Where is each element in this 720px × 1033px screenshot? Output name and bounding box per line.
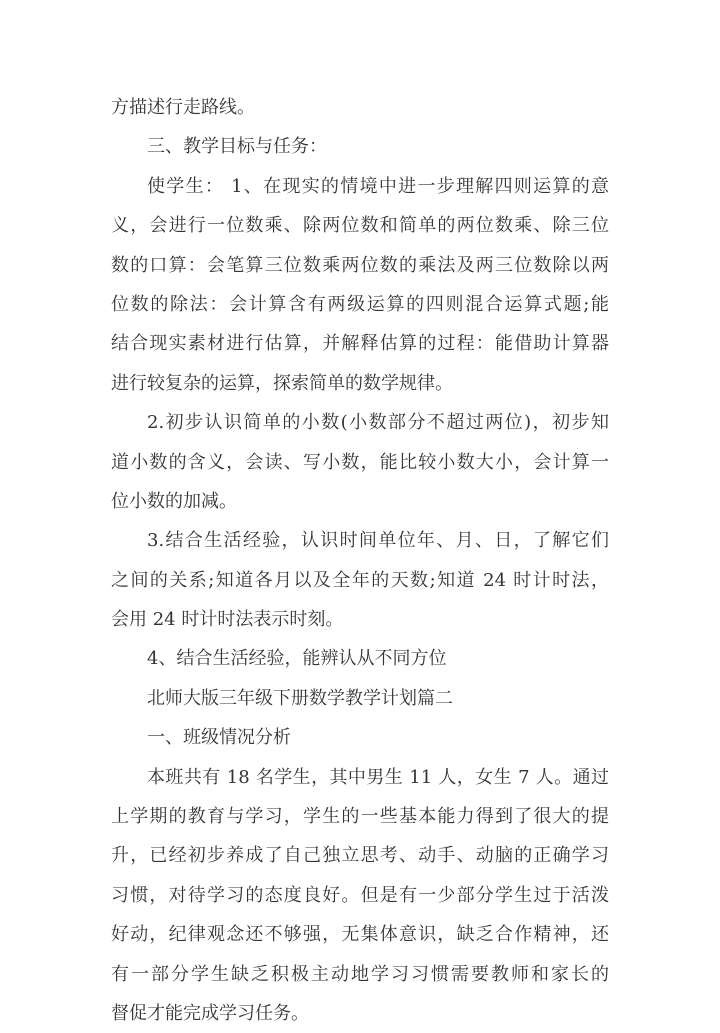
text-line: 2.初步认识简单的小数(小数部分不超过两位)，初步知 xyxy=(147,412,609,434)
text-line: 数的口算：会笔算三位数乘两位数的乘法及两三位数除以两 xyxy=(111,254,609,276)
text-line: 有一部分学生缺乏积极主动地学习习惯需要教师和家长的 xyxy=(111,963,609,985)
text-line: 方描述行走路线。 xyxy=(111,97,255,118)
text-line: 之间的关系;知道各月以及全年的天数;知道 24 时计时法， xyxy=(111,569,609,591)
text-line: 4、结合生活经验，能辨认从不同方位 xyxy=(147,648,447,670)
text-line: 会用 24 时计时法表示时刻。 xyxy=(111,609,344,631)
text-line: 义，会进行一位数乘、除两位数和简单的两位数乘、除三位 xyxy=(111,215,609,237)
text-line: 升，已经初步养成了自己独立思考、动手、动脑的正确学习 xyxy=(111,845,609,867)
text-line: 道小数的含义，会读、写小数，能比较小数大小，会计算一 xyxy=(111,451,609,473)
text-line: 结合现实素材进行估算，并解释估算的过程：能借助计算器 xyxy=(111,333,609,355)
text-line: 习惯，对待学习的态度良好。但是有一少部分学生过于活泼 xyxy=(111,884,609,906)
text-line: 北师大版三年级下册数学教学计划篇二 xyxy=(147,687,453,709)
text-line: 好动，纪律观念还不够强，无集体意识，缺乏合作精神，还 xyxy=(111,924,609,946)
text-line: 3.结合生活经验，认识时间单位年、月、日，了解它们 xyxy=(147,530,609,552)
text-line: 位数的除法：会计算含有两级运算的四则混合运算式题;能 xyxy=(111,293,609,315)
text-line: 上学期的教育与学习，学生的一些基本能力得到了很大的提 xyxy=(111,806,609,828)
text-line: 一、班级情况分析 xyxy=(147,727,291,749)
text-line: 本班共有 18 名学生，其中男生 11 人，女生 7 人。通过 xyxy=(147,766,609,788)
text-line: 使学生： 1、在现实的情境中进一步理解四则运算的意 xyxy=(147,175,609,197)
text-line: 位小数的加减。 xyxy=(111,490,237,512)
text-line: 进行较复杂的运算，探索简单的数学规律。 xyxy=(111,372,453,394)
text-line: 督促才能完成学习任务。 xyxy=(111,1002,309,1024)
text-line: 三、教学目标与任务： xyxy=(147,136,327,158)
document-page xyxy=(111,88,609,1033)
